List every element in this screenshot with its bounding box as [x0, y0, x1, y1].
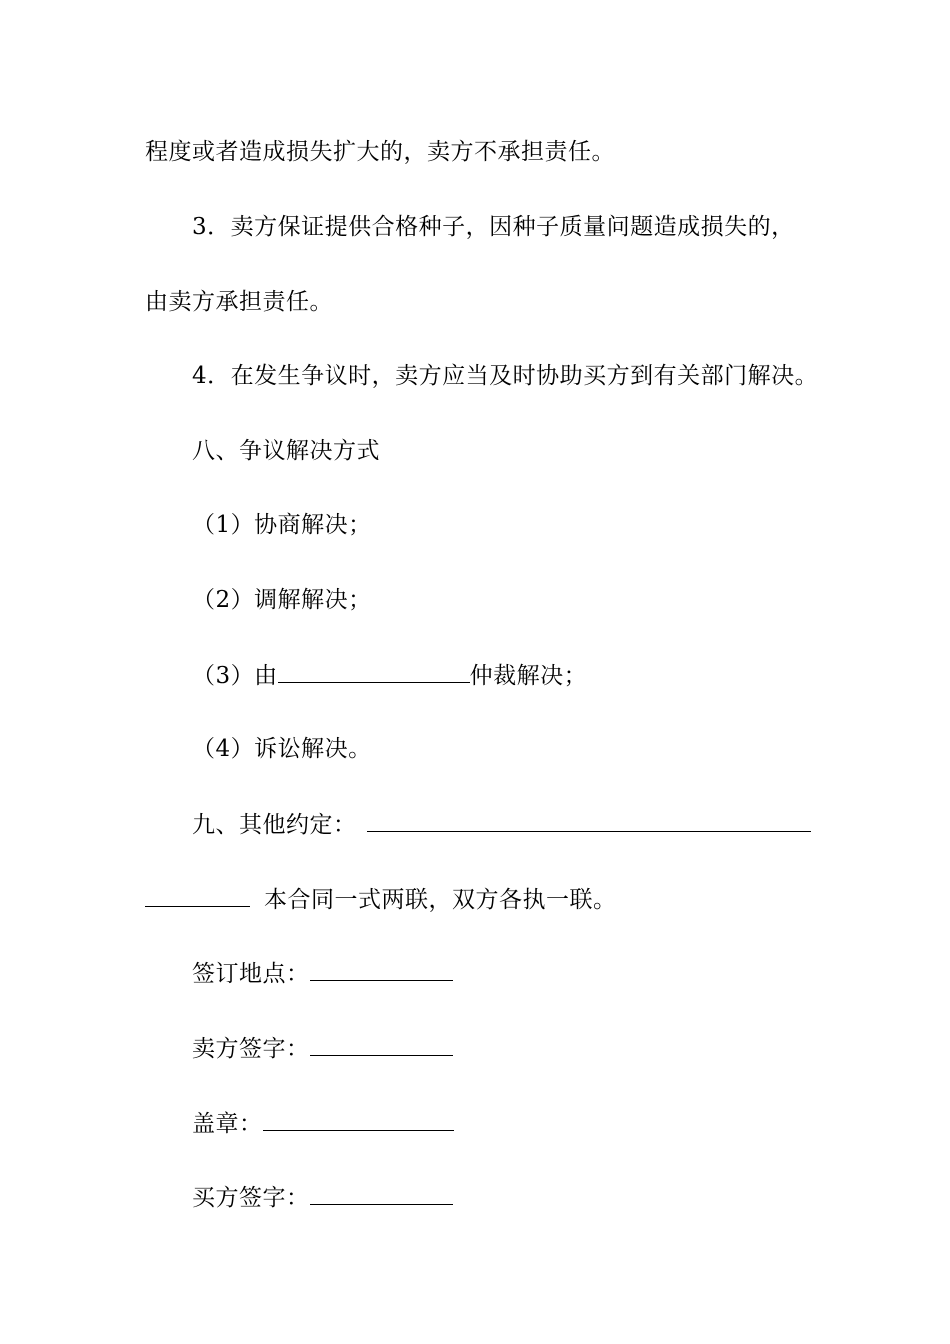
other-terms-blank-continued[interactable] — [145, 884, 250, 907]
paragraph-line — [145, 884, 617, 915]
arbitration-blank[interactable] — [278, 660, 470, 683]
clause-3: 3．卖方保证提供合格种子，因种子质量问题造成损失的， — [192, 214, 795, 240]
dispute-option-1: （1）协商解决； — [192, 512, 372, 538]
dispute-option-4: （4）诉讼解决。 — [192, 736, 372, 762]
buyer-signature-label: 买方签字： — [192, 1185, 310, 1211]
other-terms-blank[interactable] — [367, 809, 811, 832]
buyer-signature-row — [192, 1182, 453, 1213]
paragraph-line: 程度或者造成损失扩大的，卖方不承担责任。 — [145, 139, 615, 165]
seller-signature-label: 卖方签字： — [192, 1036, 310, 1062]
seller-signature-blank[interactable] — [310, 1033, 453, 1056]
section-heading-other — [192, 809, 811, 840]
section-heading-dispute: 八、争议解决方式 — [192, 438, 380, 464]
dispute-option-3 — [192, 660, 587, 691]
clause-4: 4．在发生争议时，卖方应当及时协助买方到有关部门解决。 — [192, 363, 819, 389]
copies-statement: 本合同一式两联，双方各执一联。 — [264, 887, 617, 913]
paragraph-line: 由卖方承担责任。 — [145, 289, 333, 315]
signing-place-blank[interactable] — [310, 958, 453, 981]
seal-row — [192, 1108, 454, 1139]
seal-blank[interactable] — [263, 1108, 454, 1131]
signing-place-row — [192, 958, 453, 989]
buyer-signature-blank[interactable] — [310, 1182, 453, 1205]
dispute-option-3-prefix: （3）由 — [192, 663, 278, 689]
seller-signature-row — [192, 1033, 453, 1064]
dispute-option-2: （2）调解解决； — [192, 587, 372, 613]
seal-label: 盖章： — [192, 1111, 263, 1137]
signing-place-label: 签订地点： — [192, 961, 310, 987]
other-terms-label: 九、其他约定： — [192, 812, 357, 838]
dispute-option-3-suffix: 仲裁解决； — [469, 663, 588, 689]
